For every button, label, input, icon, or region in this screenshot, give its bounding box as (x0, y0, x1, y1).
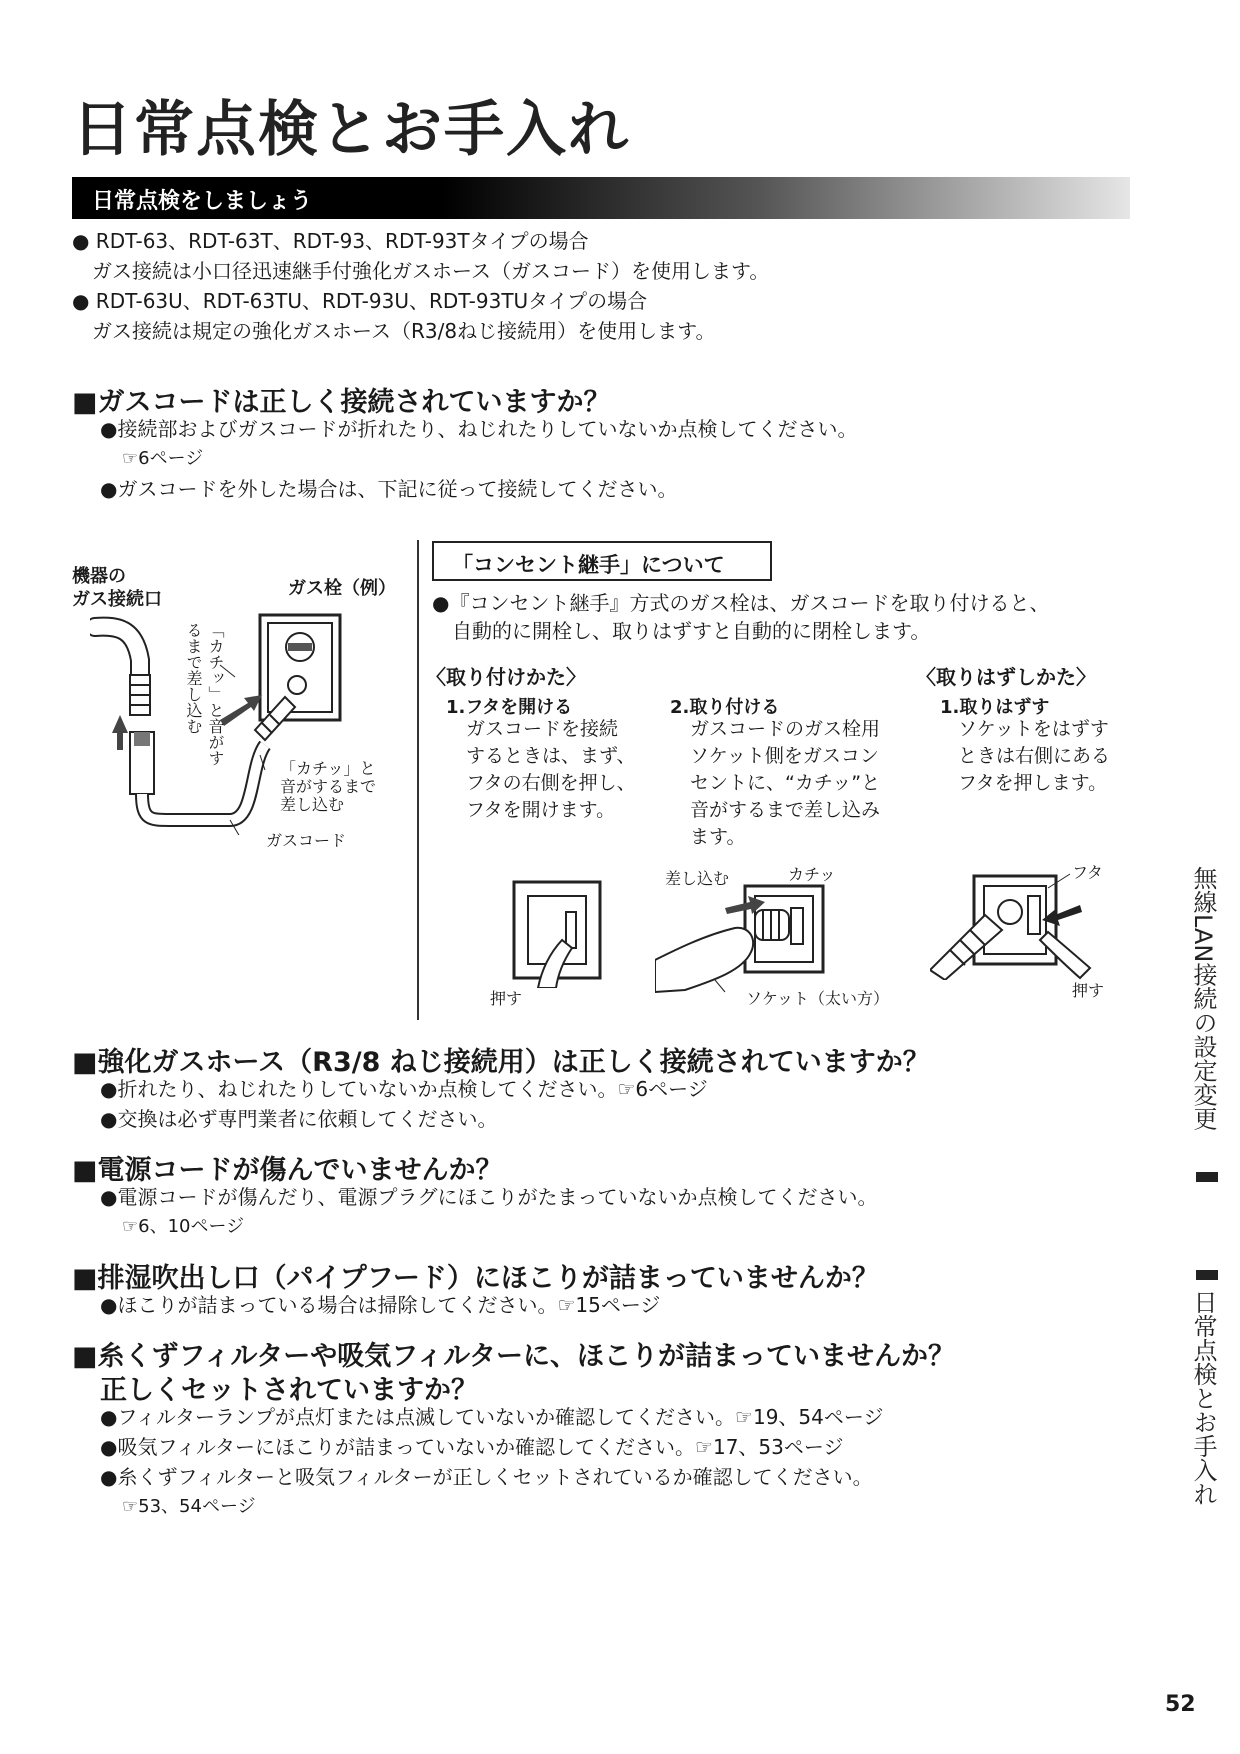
section-bar (72, 177, 1130, 219)
fig3-lid-label: フタ (1072, 863, 1103, 882)
side-tab-upper: 無線LAN接続の設定変更 (1189, 866, 1217, 1131)
q5-heading-1: ■糸くずフィルターや吸気フィルターに、ほこりが詰まっていませんか？ (72, 1341, 956, 1372)
gas-cord-label: ガスコード (266, 831, 347, 850)
q5-bullet-1: ●フィルターランプが点灯または点滅していないか確認してください。☞19、54ページ (100, 1405, 884, 1429)
vertical-insert-note: 「カチッ」と音がするまで差し込む (184, 622, 225, 766)
q5-bullet-3: ●糸くずフィルターと吸気フィルターが正しくセットされているか確認してください。 (100, 1465, 873, 1489)
remove-socket-figure (930, 870, 1100, 980)
fig2-socket-label: ソケット（太い方） (746, 989, 890, 1008)
konsento-desc-1: ●『コンセント継手』方式のガス栓は、ガスコードを取り付けると、 (432, 591, 1050, 615)
step1-line: フタを開けます。 (466, 799, 616, 821)
step2-line: ガスコードのガス栓用 (690, 718, 881, 740)
side-tab-mark-lower (1196, 1270, 1218, 1280)
side-tab-lower: 日常点検とお手入れ (1189, 1290, 1217, 1506)
intro-line-4: ガス接続は規定の強化ガスホース（R3/8ねじ接続用）を使用します。 (92, 319, 716, 343)
fig3-push-label: 押す (1072, 981, 1105, 1000)
q5-bullet-3-ref: ☞53、54ページ (122, 1496, 256, 1517)
step1-line: ガスコードを接続 (466, 718, 619, 740)
q5-heading-2: 正しくセットされていますか？ (100, 1375, 478, 1406)
attach-heading: 〈取り付けかた〉 (426, 665, 586, 689)
inlet-label-2: ガス接続口 (72, 589, 162, 610)
step3-line: フタを押します。 (958, 772, 1108, 794)
q2-bullet-1: ●折れたり、ねじれたりしていないか点検してください。☞6ページ (100, 1077, 708, 1101)
q5-bullet-2: ●吸気フィルターにほこりが詰まっていないか確認してください。☞17、53ページ (100, 1435, 844, 1459)
step1-line: するときは、まず、 (466, 745, 636, 767)
intro-line-3: ● RDT-63U、RDT-63TU、RDT-93U、RDT-93TUタイプの場合 (72, 289, 648, 313)
step2-line: ます。 (690, 826, 746, 848)
konsento-desc-2: 自動的に開栓し、取りはずすと自動的に閉栓します。 (452, 619, 931, 643)
q1-bullet-1: ●接続部およびガスコードが折れたり、ねじれたりしていないか点検してください。 (100, 417, 858, 441)
vertical-divider (417, 540, 419, 1020)
konsento-title-box (432, 541, 772, 581)
q1-bullet-1-ref: ☞6ページ (122, 448, 204, 469)
page-number: 52 (1165, 1692, 1196, 1717)
q1-bullet-2: ●ガスコードを外した場合は、下記に従って接続してください。 (100, 477, 678, 501)
inlet-label-1: 機器の (72, 566, 126, 587)
step3-title: 1.取りはずす (940, 697, 1050, 718)
remove-heading: 〈取りはずしかた〉 (916, 665, 1096, 689)
gas-cock-label: ガス栓（例） (288, 578, 396, 599)
intro-line-1: ● RDT-63、RDT-63T、RDT-93、RDT-93Tタイプの場合 (72, 229, 589, 253)
intro-line-2: ガス接続は小口径迅速継手付強化ガスホース（ガスコード）を使用します。 (92, 259, 770, 283)
q3-bullet-1-ref: ☞6、10ページ (122, 1216, 245, 1237)
step1-text (466, 716, 636, 824)
q1-heading: ■ガスコードは正しく接続されていますか？ (72, 387, 611, 418)
page-title: 日常点検とお手入れ (72, 95, 630, 165)
q4-bullet-1: ●ほこりが詰まっている場合は掃除してください。☞15ページ (100, 1293, 661, 1317)
section-bar-label: 日常点検をしましょう (92, 189, 313, 214)
q3-heading: ■電源コードが傷んでいませんか？ (72, 1155, 503, 1186)
open-lid-figure (510, 878, 610, 988)
q2-bullet-2: ●交換は必ず専門業者に依頼してください。 (100, 1107, 498, 1131)
step3-line: ときは右側にある (958, 745, 1111, 767)
gas-connection-diagram (90, 605, 410, 835)
q3-bullet-1: ●電源コードが傷んだり、電源プラグにほこりがたまっていないか点検してください。 (100, 1185, 878, 1209)
konsento-title: 「コンセント継手」について (452, 553, 725, 577)
insert-note-3: 差し込む (280, 795, 345, 814)
step2-line: セントに、“カチッ”と (690, 772, 881, 794)
step3-line: ソケットをはずす (958, 718, 1109, 740)
q2-heading: ■強化ガスホース（R3/8 ねじ接続用）は正しく接続されていますか？ (72, 1047, 930, 1078)
insert-socket-figure (655, 880, 830, 1000)
step3-text (958, 716, 1110, 797)
step2-line: 音がするまで差し込み (690, 799, 881, 821)
q4-heading: ■排湿吹出し口（パイプフード）にほこりが詰まっていませんか？ (72, 1263, 879, 1294)
insert-note-1: 「カチッ」と (280, 759, 376, 778)
fig1-push-label: 押す (490, 989, 523, 1008)
step2-line: ソケット側をガスコン (690, 745, 879, 767)
step1-title: 1.フタを開ける (446, 697, 573, 718)
fig2-insert-label: 差し込む (665, 869, 730, 888)
insert-note-2: 音がするまで (280, 777, 377, 796)
step1-line: フタの右側を押し、 (466, 772, 636, 794)
fig2-click-label: カチッ (788, 865, 836, 884)
step2-text (690, 716, 880, 851)
side-tab-mark-upper (1196, 1172, 1218, 1182)
step2-title: 2.取り付ける (670, 697, 780, 718)
